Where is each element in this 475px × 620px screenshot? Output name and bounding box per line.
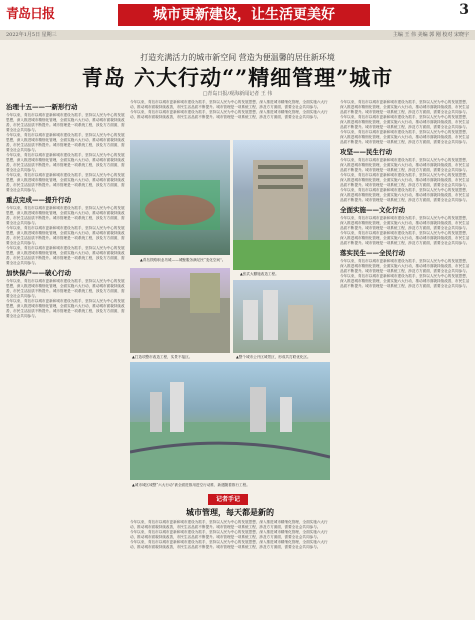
article-byline: □青岛日报/观海新闻记者 王 伟 (202, 91, 273, 97)
paragraph: 今年以来，青岛市以城市更新和城市建设为抓手，坚持以人民为中心的发展思想，深入推进城市精细化管理，全面实施六大行动，推动城市面貌持续改善，市民生活品质不断提升。城市管理是一项系统工程，涉及方方面面，需要全社会共同参与。 (130, 100, 328, 109)
caption-5: ▲城市城区城整“六大行动”被全面进推用进空行动推、新遇随着推行工程。 (132, 483, 250, 487)
paragraph: 今年以来，青岛市以城市更新和城市建设为抓手，坚持以人民为中心的发展思想，深入推进城市精细化管理，全面实施六大行动，推动城市面貌持续改善，市民生活品质不断提升。城市管理是一项系统工程，涉及方方面面，需要全社会共同参与。 (6, 226, 125, 245)
section-heading-2: 重点完成——提升行动 (6, 196, 71, 204)
paragraph: 今年以来，青岛市以城市更新和城市建设为抓手，坚持以人民为中心的发展思想，深入推进城市精细化管理，全面实施六大行动，推动城市面貌持续改善，市民生活品质不断提升。城市管理是一项系统工程，涉及方方面面，需要全社会共同参与。 (6, 206, 125, 225)
paragraph: 今年以来，青岛市以城市更新和城市建设为抓手，坚持以人民为中心的发展思想，深入推进城市精细化管理，全面实施六大行动，推动城市面貌持续改善，市民生活品质不断提升。城市管理是一项系统工程，涉及方方面面，需要全社会共同参与。 (340, 188, 470, 202)
paragraph: 今年以来，青岛市以城市更新和城市建设为抓手，坚持以人民为中心的发展思想，深入推进城市精细化管理，全面实施六大行动，推动城市面貌持续改善，市民生活品质不断提升。城市管理是一项系统工程，涉及方方面面，需要全社会共同参与。 (340, 274, 470, 288)
editor-credits: 主编 王 伟 美编 郭 刚 校对 宋晓宇 (392, 32, 469, 38)
paragraph: 今年以来，青岛市以城市更新和城市建设为抓手，坚持以人民为中心的发展思想，深入推进城市精细化管理，全面实施六大行动，推动城市面貌持续改善，市民生活品质不断提升。城市管理是一项系统工程，涉及方方面面，需要全社会共同参与。 (6, 113, 125, 132)
commentary-body (130, 520, 330, 550)
paragraph: 今年以来，青岛市以城市更新和城市建设为抓手，坚持以人民为中心的发展思想，深入推进城市精细化管理，全面实施六大行动，推动城市面貌持续改善，市民生活品质不断提升。城市管理是一项系统工程，涉及方方面面，需要全社会共同参与。 (130, 520, 328, 529)
photo-sports-park (130, 140, 230, 255)
section-heading-6: 落实民生——全民行动 (340, 249, 405, 257)
caption-2: ▲张武大棚施改造工程。 (240, 272, 279, 276)
section-heading-1: 治理十五——一新形行动 (6, 103, 78, 111)
paragraph: 今年以来，青岛市以城市更新和城市建设为抓手，坚持以人民为中心的发展思想，深入推进城市精细化管理，全面实施六大行动，推动城市面貌持续改善，市民生活品质不断提升。城市管理是一项系统工程，涉及方方面面，需要全社会共同参与。 (6, 246, 125, 265)
paragraph: 今年以来，青岛市以城市更新和城市建设为抓手，坚持以人民为中心的发展思想，深入推进城市精细化管理，全面实施六大行动，推动城市面貌持续改善，市民生活品质不断提升。城市管理是一项系统工程，涉及方方面面，需要全社会共同参与。 (340, 100, 470, 114)
paragraph: 今年以来，青岛市以城市更新和城市建设为抓手，坚持以人民为中心的发展思想，深入推进城市精细化管理，全面实施六大行动，推动城市面貌持续改善，市民生活品质不断提升。城市管理是一项系统工程，涉及方方面面，需要全社会共同参与。 (130, 530, 328, 539)
paragraph: 今年以来，青岛市以城市更新和城市建设为抓手，坚持以人民为中心的发展思想，深入推进城市精细化管理，全面实施六大行动，推动城市面貌持续改善，市民生活品质不断提升。城市管理是一项系统工程，涉及方方面面，需要全社会共同参与。 (340, 259, 470, 273)
photo-building (233, 140, 330, 270)
caption-3: ▲打造项整市改造工程，实景不接区。 (132, 355, 193, 359)
caption-1: ▲青岛铁路职业坊城——城聚服务满足民“变化空间”。 (140, 258, 226, 262)
lead-paragraph (130, 100, 330, 120)
commentary-title: 城市管理，每天都是新的 (186, 507, 274, 517)
paragraph: 今年以来，青岛市以城市更新和城市建设为抓手，坚持以人民为中心的发展思想，深入推进城市精细化管理，全面实施六大行动，推动城市面貌持续改善，市民生活品质不断提升。城市管理是一项系统工程，涉及方方面面，需要全社会共同参与。 (6, 153, 125, 172)
section-heading-3: 加快保户——破心行动 (6, 269, 71, 277)
paragraph: 今年以来，青岛市以城市更新和城市建设为抓手，坚持以人民为中心的发展思想，深入推进城市精细化管理，全面实施六大行动，推动城市面貌持续改善，市民生活品质不断提升。城市管理是一项系统工程，涉及方方面面，需要全社会共同参与。 (340, 115, 470, 129)
page-number: 3 (459, 2, 469, 18)
paragraph: 今年以来，青岛市以城市更新和城市建设为抓手，坚持以人民为中心的发展思想，深入推进城市精细化管理，全面实施六大行动，推动城市面貌持续改善，市民生活品质不断提升。城市管理是一项系统工程，涉及方方面面，需要全社会共同参与。 (340, 130, 470, 144)
paragraph: 今年以来，青岛市以城市更新和城市建设为抓手，坚持以人民为中心的发展思想，深入推进城市精细化管理，全面实施六大行动，推动城市面貌持续改善，市民生活品质不断提升。城市管理是一项系统工程，涉及方方面面，需要全社会共同参与。 (340, 158, 470, 172)
caption-4: ▲整个城市公开区城景区，形成共打联优化区。 (236, 355, 311, 359)
paragraph: 今年以来，青岛市以城市更新和城市建设为抓手，坚持以人民为中心的发展思想，深入推进城市精细化管理，全面实施六大行动，推动城市面貌持续改善，市民生活品质不断提升。城市管理是一项系统工程，涉及方方面面，需要全社会共同参与。 (130, 540, 328, 549)
paragraph: 今年以来，青岛市以城市更新和城市建设为抓手，坚持以人民为中心的发展思想，深入推进城市精细化管理，全面实施六大行动，推动城市面貌持续改善，市民生活品质不断提升。城市管理是一项系统工程，涉及方方面面，需要全社会共同参与。 (130, 110, 328, 119)
newspaper-logo: 青岛日报 (6, 7, 55, 22)
column-left (6, 100, 126, 319)
paragraph: 今年以来，青岛市以城市更新和城市建设为抓手，坚持以人民为中心的发展思想，深入推进城市精细化管理，全面实施六大行动，推动城市面貌持续改善，市民生活品质不断提升。城市管理是一项系统工程，涉及方方面面，需要全社会共同参与。 (6, 133, 125, 152)
paragraph: 今年以来，青岛市以城市更新和城市建设为抓手，坚持以人民为中心的发展思想，深入推进城市精细化管理，全面实施六大行动，推动城市面貌持续改善，市民生活品质不断提升。城市管理是一项系统工程，涉及方方面面，需要全社会共同参与。 (340, 231, 470, 245)
section-heading-5: 全面实施——文化行动 (340, 206, 405, 214)
info-bar (0, 30, 475, 40)
masthead (0, 0, 475, 30)
article-subhead: 打造充满活力的城市新空间 营造为便温馨的居住新环境 (140, 53, 335, 62)
paragraph: 今年以来，青岛市以城市更新和城市建设为抓手，坚持以人民为中心的发展思想，深入推进城市精细化管理，全面实施六大行动，推动城市面貌持续改善，市民生活品质不断提升。城市管理是一项系统工程，涉及方方面面，需要全社会共同参与。 (6, 299, 125, 318)
photo-park (233, 280, 330, 353)
paragraph: 今年以来，青岛市以城市更新和城市建设为抓手，坚持以人民为中心的发展思想，深入推进城市精细化管理，全面实施六大行动，推动城市面貌持续改善，市民生活品质不断提升。城市管理是一项系统工程，涉及方方面面，需要全社会共同参与。 (340, 173, 470, 187)
issue-date: 2022年1月5日 星期三 (6, 32, 57, 38)
section-heading-4: 攻坚——民生行动 (340, 148, 392, 156)
column-right (340, 100, 470, 289)
photo-city-aerial (130, 362, 330, 480)
photo-street (130, 268, 230, 353)
paragraph: 今年以来，青岛市以城市更新和城市建设为抓手，坚持以人民为中心的发展思想，深入推进城市精细化管理，全面实施六大行动，推动城市面貌持续改善，市民生活品质不断提升。城市管理是一项系统工程，涉及方方面面，需要全社会共同参与。 (6, 173, 125, 192)
commentary-tag: 记者手记 (208, 494, 248, 505)
article-headline: 青岛 六大行动“”精细管理”城市 (81, 65, 394, 90)
page-banner: 城市更新建设，让生活更美好 (118, 4, 370, 26)
paragraph: 今年以来，青岛市以城市更新和城市建设为抓手，坚持以人民为中心的发展思想，深入推进城市精细化管理，全面实施六大行动，推动城市面貌持续改善，市民生活品质不断提升。城市管理是一项系统工程，涉及方方面面，需要全社会共同参与。 (340, 216, 470, 230)
paragraph: 今年以来，青岛市以城市更新和城市建设为抓手，坚持以人民为中心的发展思想，深入推进城市精细化管理，全面实施六大行动，推动城市面貌持续改善，市民生活品质不断提升。城市管理是一项系统工程，涉及方方面面，需要全社会共同参与。 (6, 279, 125, 298)
